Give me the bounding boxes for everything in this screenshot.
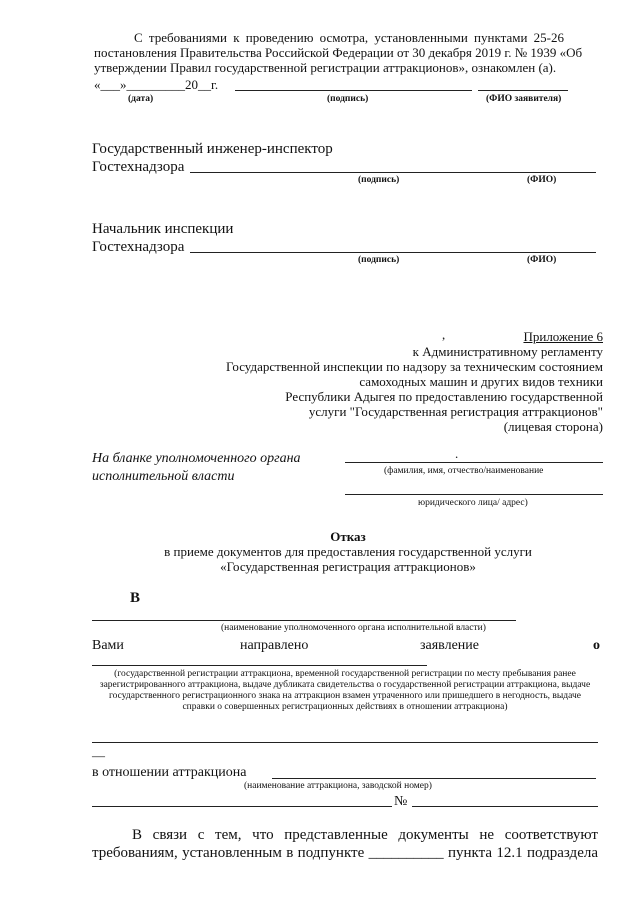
chief-label-name: (ФИО) — [527, 255, 557, 265]
refusal-subtitle-2: «Государственная регистрация аттракционов» — [220, 559, 476, 574]
inspector-title: Государственный инженер-инспектор — [92, 141, 333, 157]
consent-label-signature: (подпись) — [327, 94, 369, 104]
blank-line-2: исполнительной власти — [92, 469, 235, 484]
blank-label-2: юридического лица/ адрес) — [418, 498, 528, 508]
blank-label-1: (фамилия, имя, отчество/наименование — [384, 466, 544, 476]
paragraph-line-1: В связи с тем, что представленные документы не соответствуют — [132, 827, 598, 843]
inspector-label-name: (ФИО) — [527, 175, 557, 185]
blank-line-1: На бланке уполномоченного органа — [92, 451, 301, 466]
regarding-attraction: в отношении аттракциона — [92, 765, 247, 780]
inspector-org: Гостехнадзора — [92, 159, 185, 175]
number-sign: № — [394, 794, 408, 809]
refusal-subtitle-1: в приеме документов для предоставления государственной услуги — [164, 544, 532, 559]
appendix-line-5: услуги "Государственная регистрация аттракционов" — [308, 404, 603, 419]
consent-signature-line — [235, 90, 472, 91]
label-authority: (наименование уполномоченного органа исполнительной власти) — [221, 623, 486, 633]
chief-label-signature: (подпись) — [358, 255, 400, 265]
word-o: о — [593, 638, 600, 653]
blank-name-line — [345, 462, 603, 463]
paragraph-line-2: требованиям, установленным в подпункте __________ пункта 12.1 подраздела — [92, 845, 598, 861]
word-application: заявление — [420, 638, 480, 653]
reg-types-extra-line — [92, 742, 598, 743]
number-line-right — [412, 806, 598, 807]
label-attraction: (наименование аттракциона, заводской номер) — [244, 781, 432, 791]
refusal-to: В — [130, 590, 141, 606]
authority-line — [92, 620, 516, 621]
chief-org: Гостехнадзора — [92, 239, 185, 255]
appendix-line-4: Республики Адыгея по предоставлению государственной — [285, 389, 603, 404]
blank-address-line — [345, 494, 603, 495]
consent-label-applicant-name: (ФИО заявителя) — [486, 94, 562, 104]
inspector-signature-line — [190, 172, 596, 173]
word-you: Вами — [92, 638, 124, 653]
consent-label-date: (дата) — [128, 94, 154, 104]
chief-title: Начальник инспекции — [92, 221, 234, 237]
consent-applicant-line — [478, 90, 568, 91]
chief-signature-line — [190, 252, 596, 253]
consent-line-2: постановления Правительства Российской Федерации от 30 декабря 2019 г. № 1939 «Об — [94, 45, 583, 60]
consent-date-line: «___»_________20__г. — [94, 77, 219, 92]
number-line-left — [92, 806, 392, 807]
appendix-mark: , — [442, 327, 446, 342]
attraction-line — [272, 778, 596, 779]
consent-line-3: утверждении Правил государственной регистрации аттракционов», ознакомлен (а). — [94, 60, 557, 75]
inspector-label-signature: (подпись) — [358, 175, 400, 185]
appendix-line-6: (лицевая сторона) — [503, 419, 603, 434]
appendix-line-1: к Административному регламенту — [412, 344, 603, 359]
appendix-line-3: самоходных машин и других видов техники — [359, 374, 603, 389]
appendix-line-2: Государственной инспекции по надзору за техническим состоянием — [226, 359, 603, 374]
consent-line-1: С требованиями к проведению осмотра, установленными пунктами 25-26 — [134, 30, 564, 45]
word-sent: направлено — [240, 638, 309, 653]
refusal-title: Отказ — [330, 529, 366, 544]
reg-types-line — [92, 665, 427, 666]
dash: — — [92, 748, 105, 763]
label-reg-types: (государственной регистрации аттракциона, временной государственной регистрации по месту пребывания ранее зарегистрированного аттракциона, выдаче дубликата свидетельства о государственной регистрации аттракциона, выдаче государственного регистрационного знака на аттракцион взамен утраченного или пришедшего в негодность, выдаче справки о совершенных регистрационных действиях в отношении аттракциона) — [99, 669, 591, 712]
appendix-title: Приложение 6 — [523, 329, 603, 344]
blank-dot: . — [455, 446, 459, 461]
